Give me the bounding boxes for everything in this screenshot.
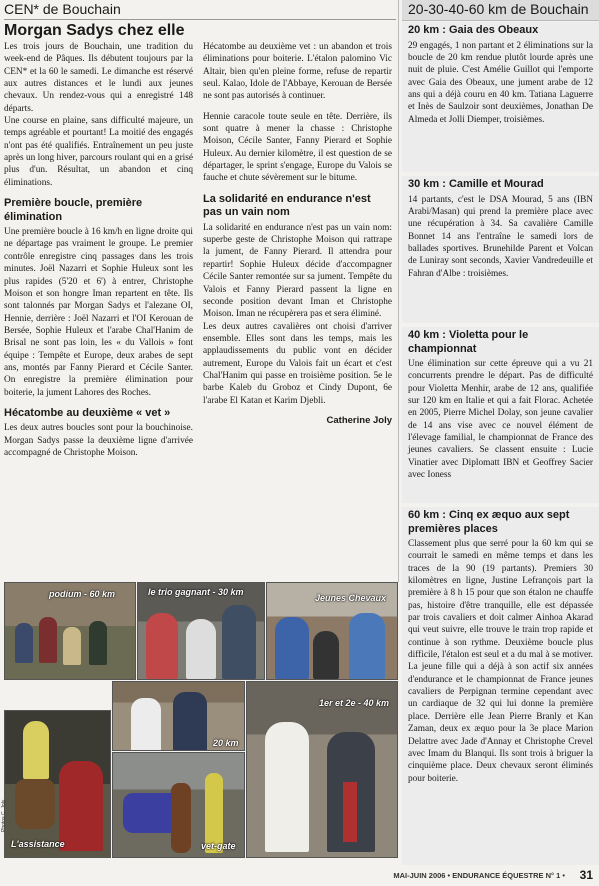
sidebar-heading-40km: 40 km : Violetta pour le championnat: [408, 329, 529, 355]
photo-podium-60km: [4, 582, 136, 680]
photo-20km: [112, 681, 245, 751]
article-column-1: [4, 41, 193, 581]
photo-credit: Photos C. Joly: [1, 799, 7, 832]
section-3-text: La solidarité en endurance n'est pas un vain nom: superbe geste de Christophe Moison qui rattrape la jument, de Fanny Pierard. Il attendra pour repartir! Sophie Huleux décide d'accompagner Cécile Santer remontée sur sa jument. Tempête du Valois et Fanny Pierard passent la ligne en seconde position devant Iman et Christophe Moison. Iman ne récupèrera pas et sera éliminé.: [203, 222, 392, 320]
section-2-text: Les deux autres boucles sont pour la bouchinoise. Morgan Sadys passe la deuxième ligne d'arrivée accompagné de Christophe Moison.: [4, 423, 193, 459]
photo-caption-20km: 20 km: [213, 738, 239, 748]
photo-caption-trio: le trio gagnant - 30 km: [148, 587, 244, 597]
photo-40km: [246, 681, 398, 858]
photo-assistance: [4, 710, 111, 858]
sidebar-text-30km: 14 partants, c'est le DSA Mourad, 5 ans (IBN Arabi/Masan) qui prend la première place avec une récupération à 34. Sa cavalière Camille Bonnet 14 ans l'entraîne le samedi lors de ballades sportives. Brunehilde Parent et Volcan de Luniray sont seconds, Xavier Vandredeuille et Fahran d'Albe : troisièmes.: [408, 194, 593, 279]
photo-caption-assistance: L'assistance: [11, 839, 65, 849]
intro-paragraph: Les trois jours de Bouchain, une tradition du week-end de Pâques. Ils débutent toujours par la CEN* et la 60 le samedi. Le dimanche est réservé aux autres distances et le lundi aux jeunes chevaux. Un rendez-vous qui a enregistré 148 départs.: [4, 42, 193, 114]
section-1-text: Une première boucle à 16 km/h en ligne droite qui ne départage pas vraiment le groupe. Le premier contrôle enregistre cinq passages dans les trois minutes. Joël Nazarri et Sophie Huleux sont les plus rapides (5'20 et 6') à entrer, Christophe Moison et son hongre Iman repartent en tête. Ils sont talonnés par Morgan Sadys et l'alezane OI, Hennie, derrière : Joël Nazarri et l'OI Kerouan de Bersée, Sophie Huleux et l'arabe Chal'Hanim de Brisal ne sont pas loin, les « du Vallois » font équipe : Tempête et Europe, deux arabes de sept ans, montés par Fanny Pierard et Cécile Santer. On enregistre la première élimination pour boiterie, la jument Lahores des Roches.: [4, 227, 193, 398]
sidebar-heading-30km: 30 km : Camille et Mourad: [408, 178, 544, 190]
photo-caption-40km: 1er et 2e - 40 km: [319, 698, 390, 708]
section-2-text-3: Hennie caracole toute seule en tête. Derrière, ils sont quatre à mener la chasse : Christophe Moison, Cécile Santer, Fanny Pierard et Sophie Huleux. Au dernier kilomètre, il est question de se départager, le sprint s'engage, Europe du Valois se fauche et chute sévèrement sur le bitume.: [203, 111, 392, 184]
photo-collage: [1, 582, 398, 858]
sidebar-heading-20km: 20 km : Gaia des Obeaux: [408, 24, 539, 36]
article-title: Morgan Sadys chez elle: [4, 22, 185, 39]
sidebar-box-20km: [402, 22, 599, 172]
column-divider: [398, 0, 399, 582]
intro-paragraph-2: Une course en plaine, sans difficulté majeure, un temps agréable et pourtant! La moitié des engagés n'ont pas été qualifiés. Entraînement un peu juste après un long hiver, parcours roulant qui en a grisé plus d'un. Résultat, un abandon et cinq éliminations.: [4, 116, 193, 188]
footer: [0, 868, 599, 886]
sidebar-box-60km: [402, 507, 599, 865]
section-2-text-2: Hécatombe au deuxième vet : un abandon et trois éliminations pour boiterie. L'étalon palomino Vic Altair, bien qu'en pleine forme, refuse de repartir seul. Kalao, Idole de l'Abbaye, Kerouan de Bersée ne sont pas autorisés à continuer.: [203, 42, 392, 102]
photo-trio-30km: [137, 582, 265, 680]
footer-text: MAI-JUIN 2006 • ENDURANCE ÉQUESTRE N° 1 •: [393, 871, 565, 880]
section-heading-3: La solidarité en endurance n'est pas un vain nom: [203, 192, 371, 219]
article-column-2: [203, 41, 392, 576]
sidebar-box-40km: [402, 327, 599, 503]
photo-vet-gate: [112, 752, 245, 858]
section-heading-2: Hécatombe au deuxième « vet »: [4, 406, 171, 419]
author-signature: Catherine Joly: [326, 414, 392, 426]
section-header: CEN* de Bouchain: [4, 1, 121, 17]
sidebar-text-60km: Classement plus que serré pour la 60 km qui se courrait le samedi en même temps et dans les traces de la 90 (19 partants). Premiers 30 kilomètres en ligne, Justine Lefrançois part la première à 8 h 15 pour que son étalon ne chauffe pas, histoire d'être tranquille, elle est dépassée par trois cavaliers et doit calmer Ainhoa Akarad qui veut suivre, elle trouve le train trop rapide et continue à son rythme. Deuxième boucle plus difficile, l'étalon est seul et a du mal à se motiver. La jeune fille qui a déjà à son actif six années d'endurance et le championnat de France jeunes cavaliers de Perpignan termine cependant avec un cardiaque de 32 qui lui donne la première place. Derrière elle Jean Pierre Branly et Kan Zaman, deux ex æquo pour la 3e place Marion Delattre avec Jade d'Annay et Christophe Crevel avec Imam du Blanqui. Ils sont trois à briguer la cinquième place. Deux chevaux seront éliminés pour boiterie.: [408, 539, 593, 784]
sidebar-header-title: 20-30-40-60 km de Bouchain: [408, 1, 589, 17]
sidebar-text-20km: 29 engagés, 1 non partant et 2 éliminations sur la boucle de 20 km rendue plutôt lourde après une nuit de pluie. C'est Amélie Guillot qui l'emporte avec Gaia des Obeaux, une jument arabe de 12 ans qui a déjà couru en 40 km. Tatiana Laguerre et Inès de Saulzoir sont deuxièmes, Jonathan De Almeda et Jolli Diemper, troisièmes.: [408, 40, 593, 125]
sidebar-header: [402, 0, 599, 21]
sidebar-box-30km: [402, 176, 599, 323]
photo-caption-vet-gate: vet-gate: [201, 841, 236, 851]
page-number: 31: [579, 868, 593, 882]
header-rule: [4, 19, 396, 20]
sidebar-text-40km: Une élimination sur cette épreuve qui a vu 21 concurrents prendre le départ. Pas de difficulté pour Violetta Menhir, arabe de 12 ans, qualifiée sur 120 km en Italie et qui a fait Florac. Achetée en 2005, Pierre Michel Dolay, son jeune cavalier de 14 ans vise avec ce nouvel élément de l'élevage familial, le championnat de France des jeunes cavaliers. Se classent ensuite : Lucie Vinatier avec Diplomatt IBN et Geoffrey Sacier avec Ioness: [408, 359, 593, 481]
section-heading-1: Première boucle, première élimination: [4, 197, 143, 223]
sidebar-heading-60km: 60 km : Cinq ex æquo aux sept premières places: [408, 509, 570, 535]
photo-caption-podium: podium - 60 km: [49, 589, 116, 599]
photo-caption-jeunes: Jeunes Chevaux: [315, 593, 387, 603]
photo-jeunes-chevaux: [266, 582, 398, 680]
section-3-text-2: Les deux autres cavalières ont choisi d'arriver ensemble. Elles sont dans les temps, mais les applaudissements du public vont en décider autrement, Europe du Valois fait un écart et c'est Chal'Hanim qui passe en troisième position. 5e le barbe Kaleb du Groboz et Cindy Dupont, 6e l'arabe El Katan et Karim Djebli.: [203, 321, 392, 406]
